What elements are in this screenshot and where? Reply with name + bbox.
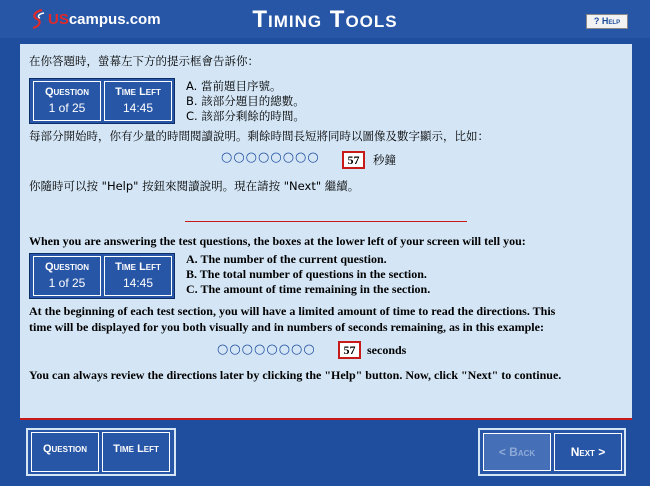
time-dots-cn: ○○○○○○○○ [221,150,320,165]
question-cell [33,81,101,121]
cn-para-text: 每部分開始時，你有少量的時間閱讀說明。剩餘時間長短將同時以圖像及數字顯示，比如： [29,129,489,143]
footer-time-left-label: Time Left [113,443,159,455]
back-button[interactable]: < Back [483,433,551,471]
footer-question-cell [31,432,99,472]
section-divider [185,221,467,222]
logo-text-rest: campus.com [68,10,161,28]
logo-text-us: US [48,10,69,28]
time-left-label: Time Left [115,86,161,98]
header-bar [0,0,650,38]
question-cell [33,256,101,296]
seconds-label-en: seconds [367,343,407,357]
cn-item-b: B. 該部分題目的總數。 [186,94,305,108]
next-button[interactable]: Next > [554,433,622,471]
en-para-line-2: time will be displayed for you both visually and in numbers of seconds remaining, as in this example: [29,320,544,334]
en-item-c: C. The amount of time remaining in the section. [186,282,431,296]
seconds-label-cn: 秒鐘 [373,153,396,167]
page-title: Timing Tools [252,6,398,33]
time-dots-en: ○○○○○○○○ [217,342,316,357]
cn-closing-text: 你隨時可以按 "Help" 按鈕來閱讀說明。現在請按 "Next" 繼續。 [29,179,360,193]
cn-intro-text: 在你答題時，螢幕左下方的提示框會告訴你： [29,54,259,68]
help-button[interactable]: ? Help [586,14,628,29]
time-left-label: Time Left [115,261,161,273]
seconds-box-cn: 57 [342,151,365,169]
example-timer-box-cn [29,78,175,124]
time-left-value: 14:45 [122,101,154,115]
en-item-a: A. The number of the current question. [186,252,387,266]
question-label: Question [44,261,90,273]
cn-item-a: A. 當前題目序號。 [186,79,282,93]
question-value: 1 of 25 [48,101,86,115]
question-value: 1 of 25 [48,276,86,290]
time-left-value: 14:45 [122,276,154,290]
navigation-buttons [478,428,626,476]
en-item-b: B. The total number of questions in the section. [186,267,427,281]
time-left-cell [104,256,172,296]
footer-time-left-cell [102,432,170,472]
cn-item-c: C. 該部分剩餘的時間。 [186,109,305,123]
question-label: Question [44,86,90,98]
panel-bottom-border [20,418,632,420]
en-intro-text: When you are answering the test questions, the boxes at the lower left of your screen will tell you: [29,234,526,248]
seconds-box-en: 57 [338,341,361,359]
example-timer-box-en [29,253,175,299]
en-closing-text: You can always review the directions later by clicking the "Help" button. Now, click "Next" to continue. [29,368,562,382]
time-left-cell [104,81,172,121]
directions-panel [20,44,632,420]
footer-question-label: Question [42,443,88,455]
en-para-line-1: At the beginning of each test section, you will have a limited amount of time to read the directions. This [29,304,556,318]
footer-timer-box [26,428,176,476]
